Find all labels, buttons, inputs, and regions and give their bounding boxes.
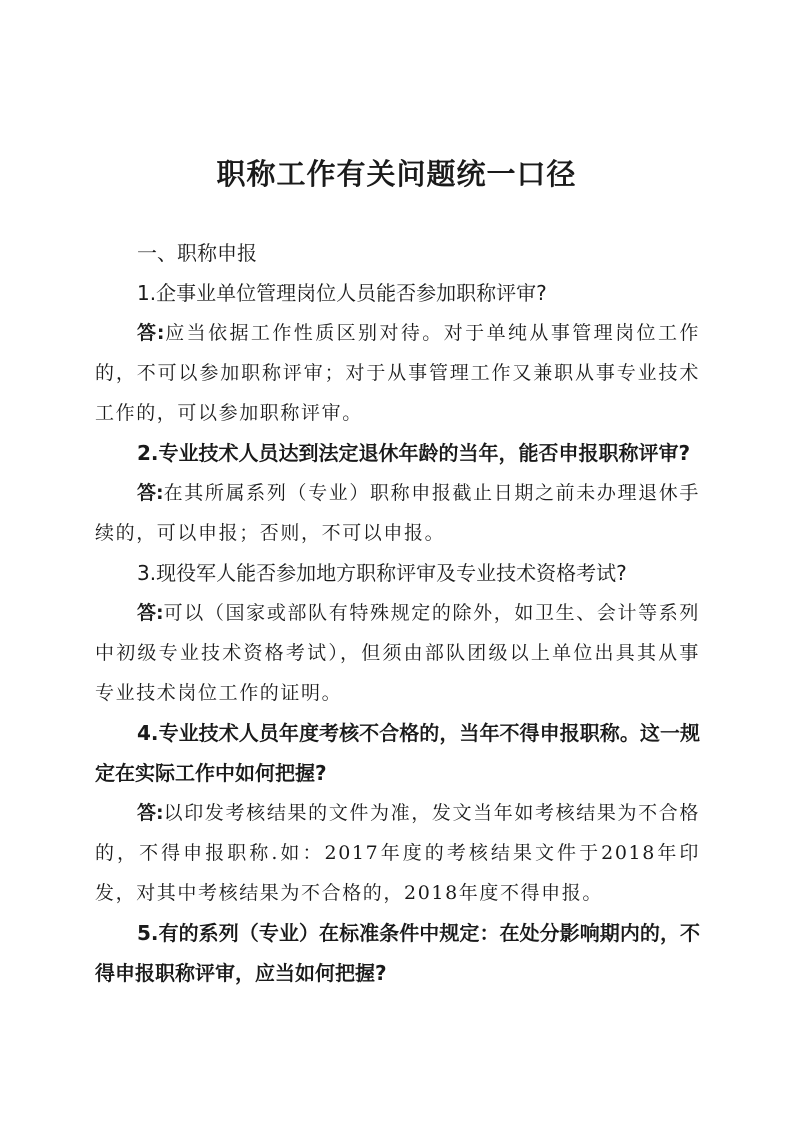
- answer-text: 在其所属系列（专业）职称申报截止日期之前未办理退休手续的，可以申报；否则，不可以申报。: [95, 482, 700, 544]
- answer-3: [95, 593, 700, 713]
- answer-4: [95, 793, 700, 913]
- question-3: 3.现役军人能否参加地方职称评审及专业技术资格考试?: [137, 561, 627, 585]
- question-4: 4.专业技术人员年度考核不合格的，当年不得申报职称。这一规定在实际工作中如何把握?: [95, 721, 700, 785]
- question-2: 2.专业技术人员达到法定退休年龄的当年，能否申报职称评审?: [137, 441, 691, 465]
- document-title: 职称工作有关问题统一口径: [216, 157, 577, 191]
- section-heading: 一、职称申报: [137, 241, 257, 265]
- answer-label: 答:: [137, 802, 164, 824]
- answer-label: 答:: [137, 602, 164, 624]
- answer-1: [95, 313, 700, 433]
- answer-label: 答:: [137, 322, 165, 344]
- question-5: 5.有的系列（专业）在标准条件中规定：在处分影响期内的，不得申报职称评审，应当如何把握?: [95, 921, 700, 985]
- answer-label: 答:: [137, 482, 164, 504]
- question-1: 1.企事业单位管理岗位人员能否参加职称评审?: [137, 281, 547, 305]
- document-body: [95, 233, 700, 993]
- answer-text: 应当依据工作性质区别对待。对于单纯从事管理岗位工作的，不可以参加职称评审；对于从事管理工作又兼职从事专业技术工作的，可以参加职称评审。: [95, 322, 700, 424]
- answer-2: [95, 473, 700, 553]
- answer-text: 可以（国家或部队有特殊规定的除外，如卫生、会计等系列中初级专业技术资格考试），但须由部队团级以上单位出具其从事专业技术岗位工作的证明。: [95, 602, 700, 704]
- answer-text: 以印发考核结果的文件为准，发文当年如考核结果为不合格的，不得申报职称.如：2017年度的考核结果文件于2018年印发，对其中考核结果为不合格的，2018年度不得申报。: [95, 802, 700, 904]
